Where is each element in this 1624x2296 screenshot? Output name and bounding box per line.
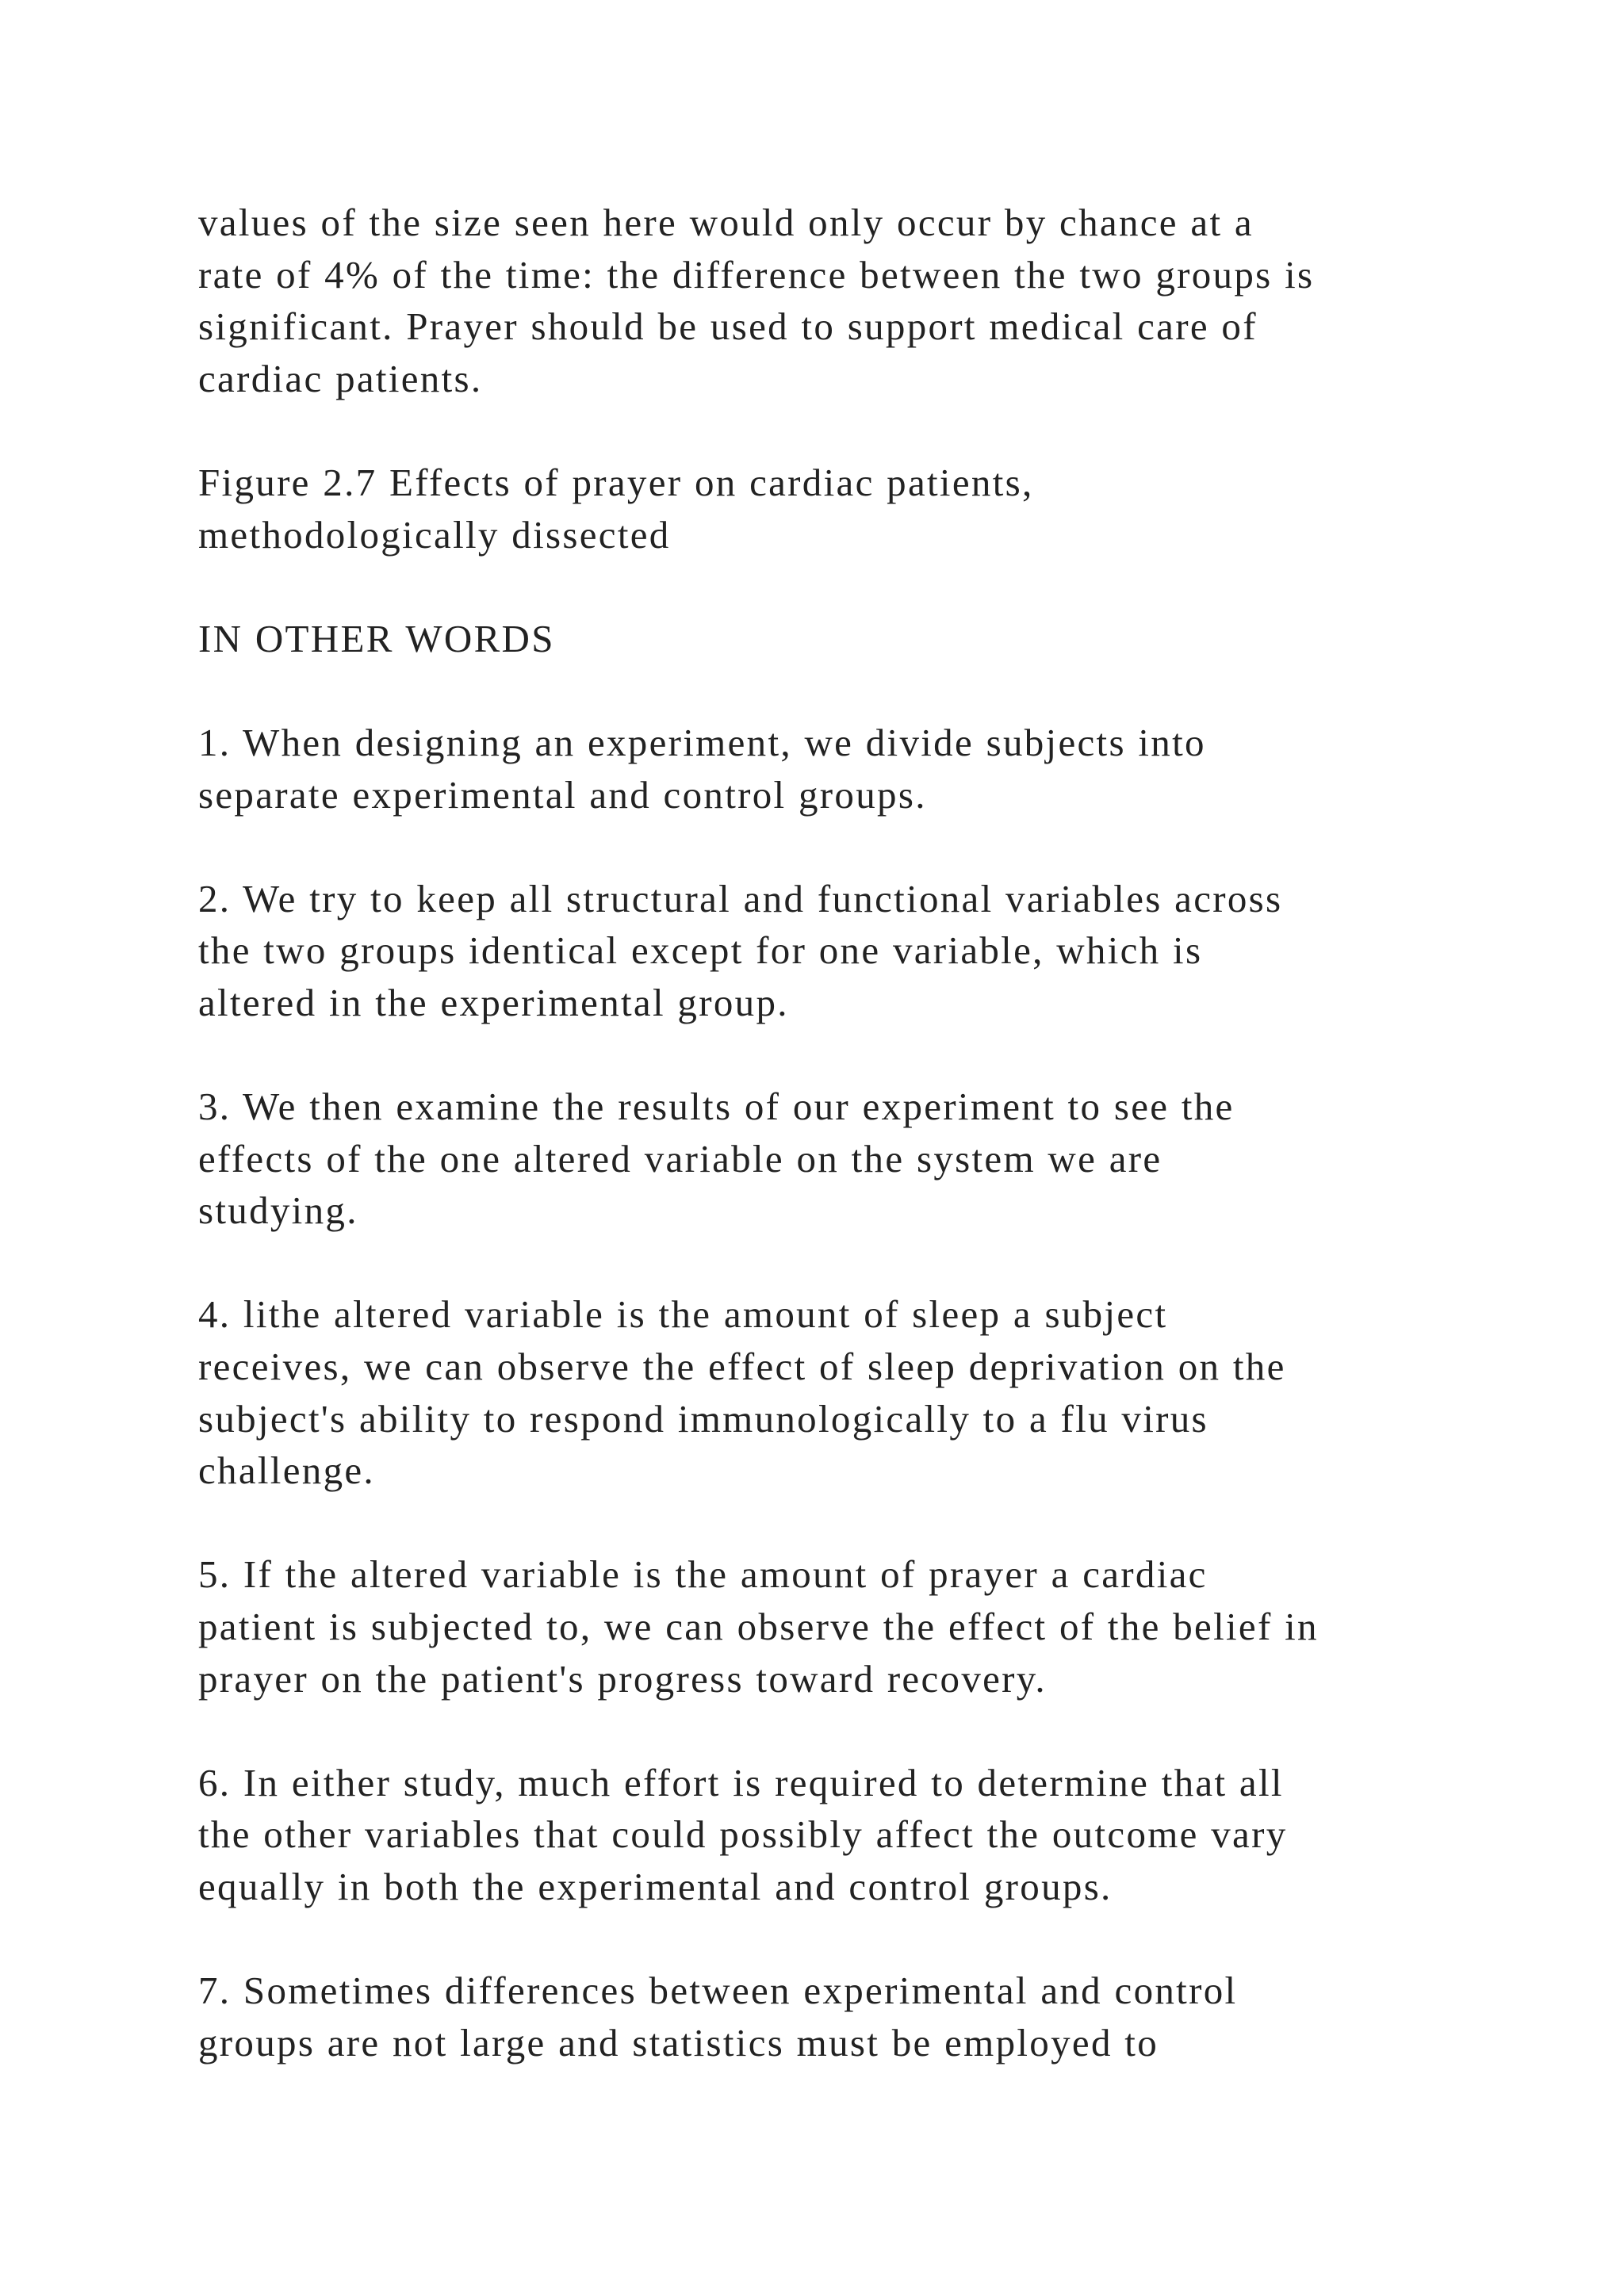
list-item-5: 5. If the altered variable is the amount of prayer a cardiac patient is subjected to, we can observe the effect of the belief in prayer on the patient's progress toward recovery.	[198, 1552, 1319, 1701]
list-item-2: 2. We try to keep all structural and functional variables across the two groups identical except for one variable, which is altered in the experimental group.	[198, 876, 1283, 1024]
list-item-6: 6. In either study, much effort is required to determine that all the other variables that could possibly affect the outcome vary equally in both the experimental and control groups.	[198, 1760, 1288, 1908]
section-heading: IN OTHER WORDS	[198, 616, 555, 660]
figure-caption: Figure 2.7 Effects of prayer on cardiac patients, methodologically dissected	[198, 460, 1034, 557]
list-item-3: 3. We then examine the results of our experiment to see the effects of the one altered variable on the system we are studying.	[198, 1085, 1235, 1233]
list-item-1: 1. When designing an experiment, we divide subjects into separate experimental and control groups.	[198, 720, 1206, 817]
document-body	[198, 197, 1467, 2068]
paragraph-significance-conclusion: values of the size seen here would only occur by chance at a rate of 4% of the time: the difference between the two groups is significant. Prayer should be used to support medical care of cardiac patients.	[198, 201, 1315, 400]
list-item-4: 4. lithe altered variable is the amount of sleep a subject receives, we can observe the effect of sleep deprivation on the subject's ability to respond immunologically to a flu virus challenge.	[198, 1292, 1286, 1493]
list-item-7: 7. Sometimes differences between experimental and control groups are not large and statistics must be employed to	[198, 1969, 1238, 2064]
